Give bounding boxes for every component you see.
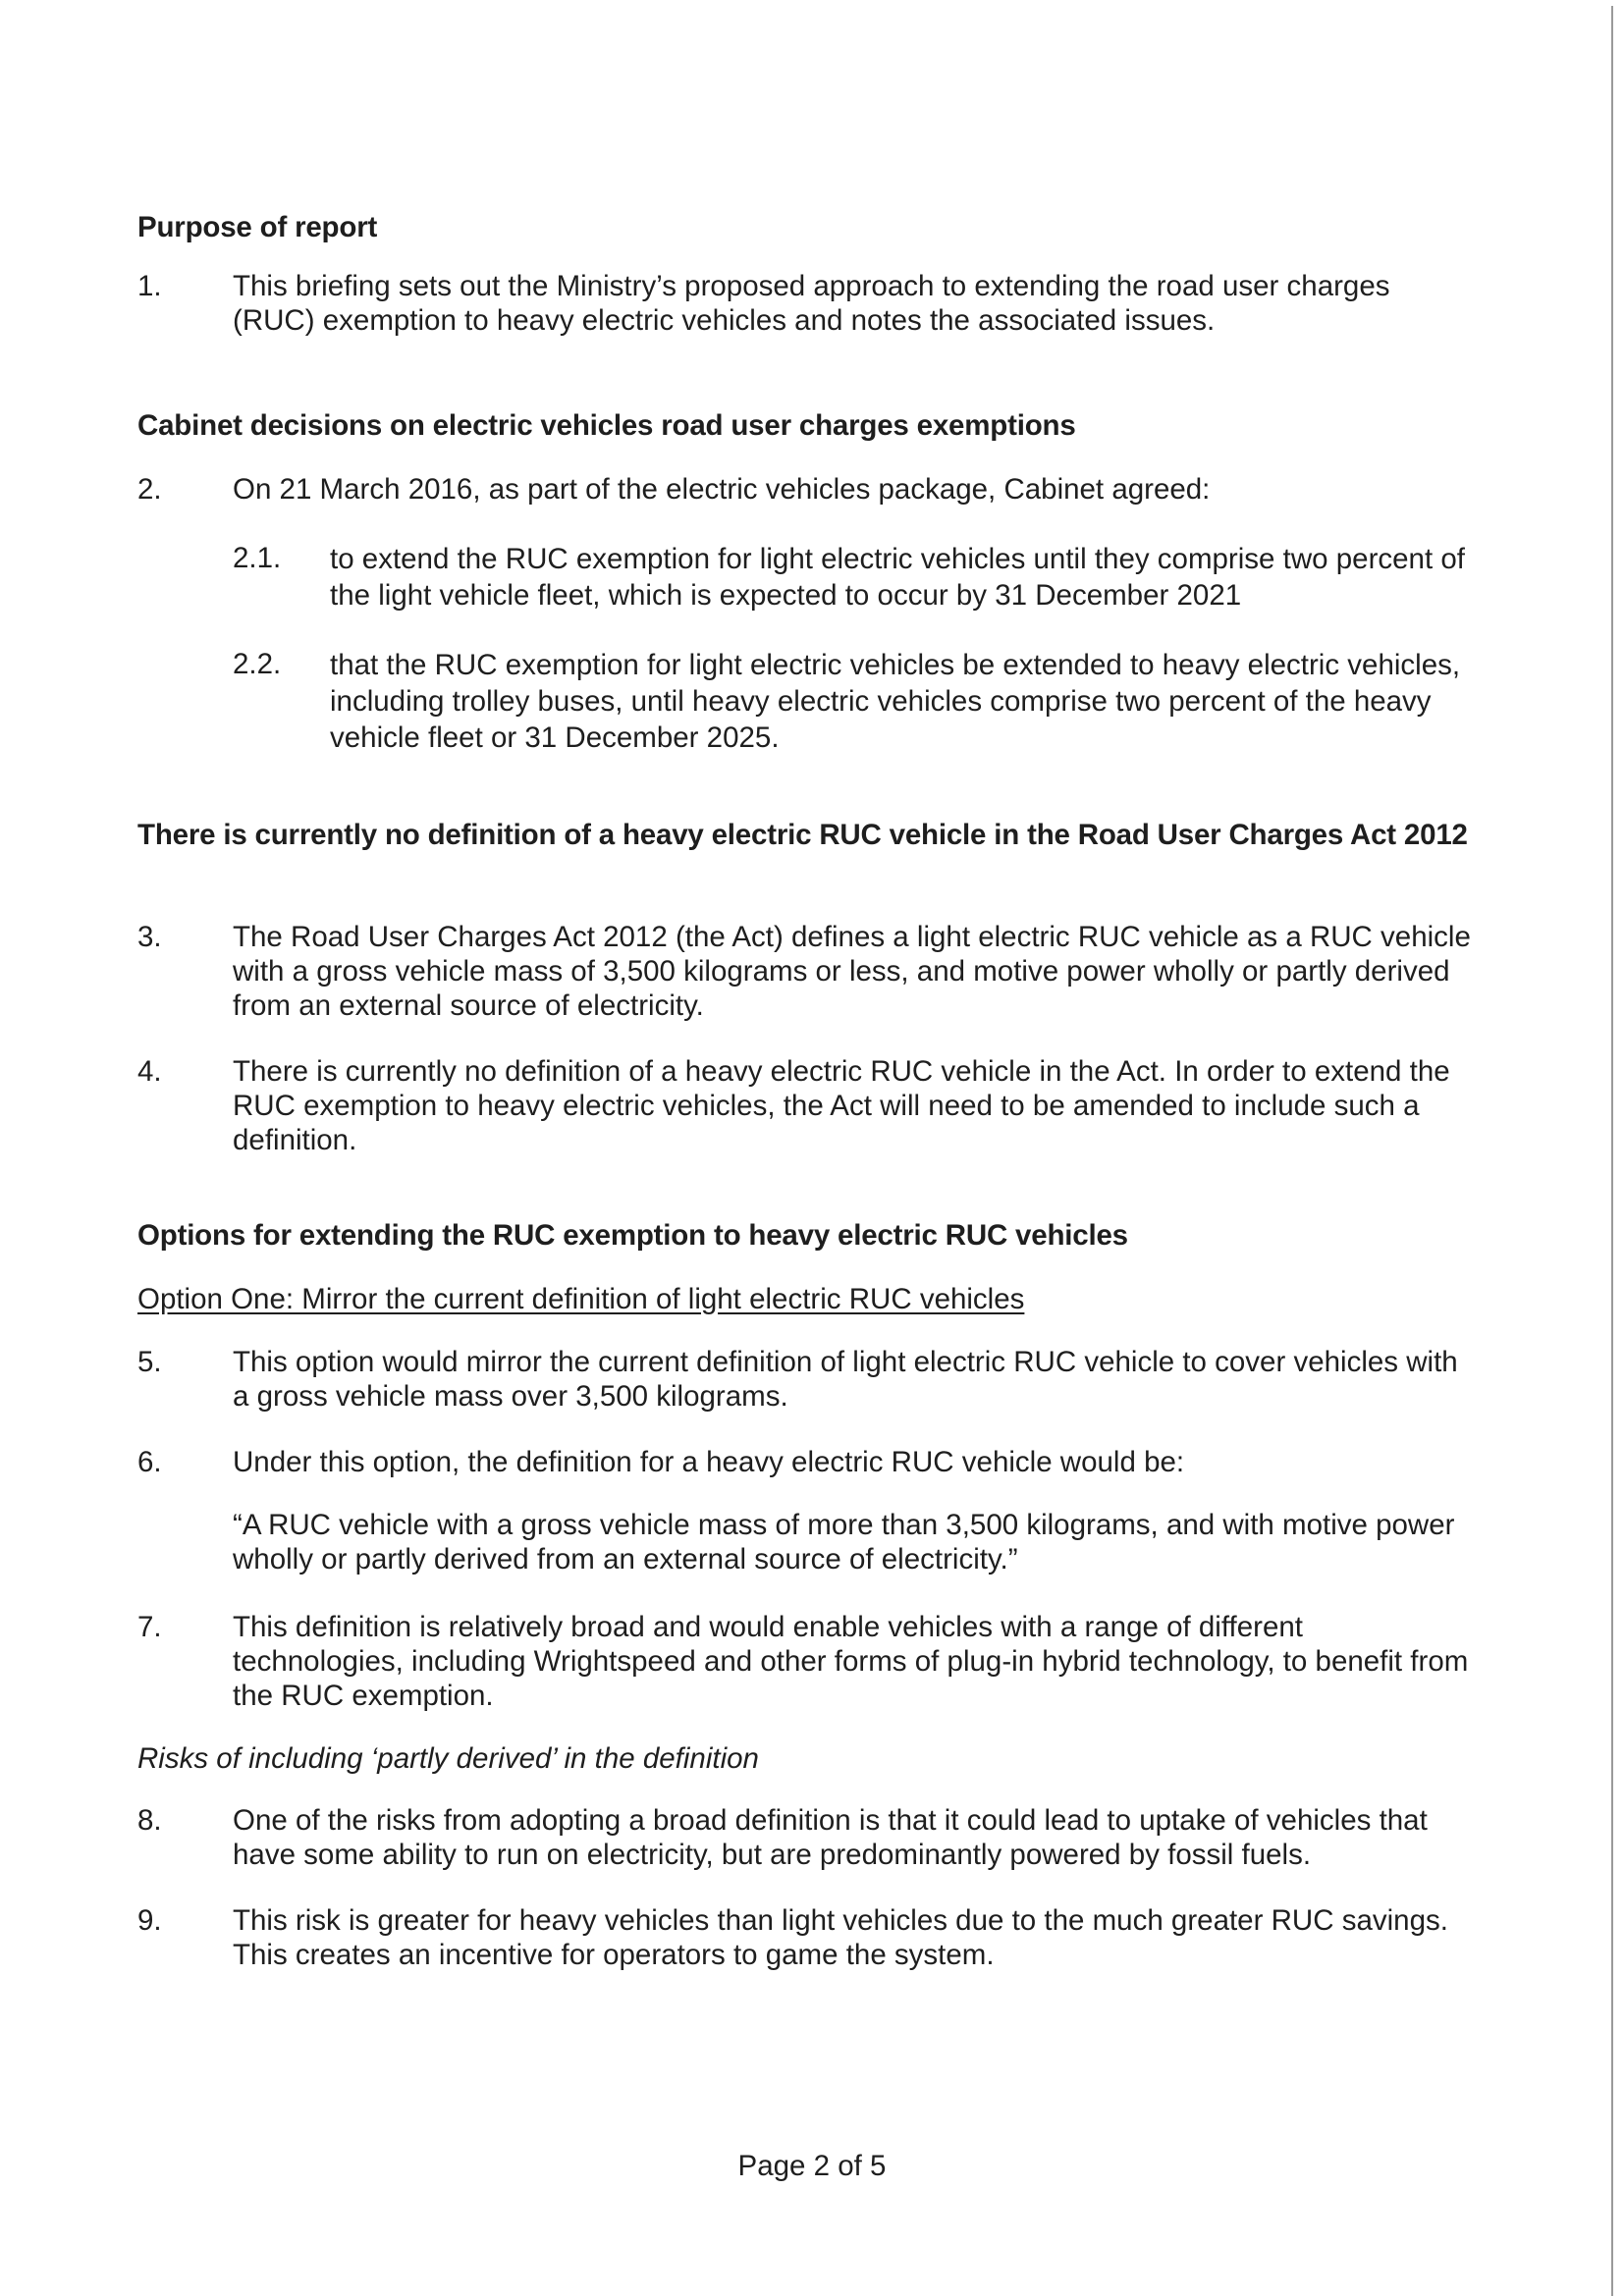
- paragraph-3: [137, 920, 1473, 1023]
- paragraph-text: This briefing sets out the Ministry’s proposed approach to extending the road user charges (RUC) exemption to heavy electric vehicles and notes the associated issues.: [233, 270, 1390, 337]
- paragraph-2: [137, 472, 1473, 507]
- page-edge-line: [1611, 6, 1613, 2296]
- paragraph-number: 5.: [137, 1346, 162, 1378]
- paragraph-text: This risk is greater for heavy vehicles than light vehicles due to the much greater RUC savings. This creates an incentive for operators to game the system.: [233, 1904, 1448, 1971]
- heading-options: Options for extending the RUC exemption to heavy electric RUC vehicles: [137, 1219, 1128, 1252]
- subparagraph-number: 2.2.: [233, 648, 282, 680]
- paragraph-number: 2.: [137, 473, 162, 506]
- paragraph-4: [137, 1054, 1473, 1157]
- paragraph-text: On 21 March 2016, as part of the electric vehicles package, Cabinet agreed:: [233, 473, 1211, 506]
- paragraph-number: 4.: [137, 1055, 162, 1088]
- paragraph-number: 7.: [137, 1611, 162, 1643]
- paragraph-number: 1.: [137, 270, 162, 302]
- subparagraph-text: to extend the RUC exemption for light electric vehicles until they comprise two percent of the light vehicle fleet, which is expected to occur by 31 December 2021: [330, 543, 1465, 612]
- paragraph-6: [137, 1445, 1473, 1479]
- subparagraph-number: 2.1.: [233, 542, 282, 574]
- paragraph-text: One of the risks from adopting a broad definition is that it could lead to uptake of vehicles that have some ability to run on electricity, but are predominantly powered by fossil fuels.: [233, 1804, 1428, 1871]
- paragraph-1: [137, 269, 1473, 338]
- subparagraph-2-2: [137, 647, 1473, 756]
- paragraph-9: [137, 1903, 1473, 1972]
- heading-cabinet-decisions: Cabinet decisions on electric vehicles road user charges exemptions: [137, 409, 1076, 442]
- paragraph-number: 6.: [137, 1446, 162, 1478]
- subparagraph-text: that the RUC exemption for light electric vehicles be extended to heavy electric vehicles, including trolley buses, until heavy electric vehicles comprise two percent of the heavy vehicle fleet or 31 December 2025.: [330, 649, 1461, 754]
- paragraph-8: [137, 1803, 1473, 1872]
- quote-text: “A RUC vehicle with a gross vehicle mass of more than 3,500 kilograms, and with motive power wholly or partly derived from an external source of electricity.”: [233, 1509, 1455, 1575]
- subheading-option-one: Option One: Mirror the current definition of light electric RUC vehicles: [137, 1283, 1025, 1315]
- page-number-footer: Page 2 of 5: [737, 2150, 887, 2182]
- paragraph-text: This definition is relatively broad and would enable vehicles with a range of different technologies, including Wrightspeed and other forms of plug-in hybrid technology, to benefit from the RUC exemption.: [233, 1611, 1469, 1712]
- paragraph-text: The Road User Charges Act 2012 (the Act) defines a light electric RUC vehicle as a RUC vehicle with a gross vehicle mass of 3,500 kilograms or less, and motive power wholly or partly derived from an external source of electricity.: [233, 921, 1471, 1022]
- subheading-risks: Risks of including ‘partly derived’ in the definition: [137, 1742, 759, 1775]
- paragraph-5: [137, 1345, 1473, 1414]
- paragraph-text: Under this option, the definition for a heavy electric RUC vehicle would be:: [233, 1446, 1185, 1478]
- paragraph-number: 9.: [137, 1904, 162, 1937]
- definition-quote: [137, 1508, 1473, 1576]
- paragraph-7: [137, 1610, 1473, 1713]
- subparagraph-2-1: [137, 541, 1473, 614]
- heading-no-definition: There is currently no definition of a heavy electric RUC vehicle in the Road User Charges Act 2012: [137, 819, 1468, 851]
- paragraph-text: There is currently no definition of a heavy electric RUC vehicle in the Act. In order to extend the RUC exemption to heavy electric vehicles, the Act will need to be amended to include such a definition.: [233, 1055, 1450, 1156]
- heading-purpose: Purpose of report: [137, 211, 378, 243]
- paragraph-number: 8.: [137, 1804, 162, 1837]
- paragraph-number: 3.: [137, 921, 162, 953]
- paragraph-text: This option would mirror the current definition of light electric RUC vehicle to cover vehicles with a gross vehicle mass over 3,500 kilograms.: [233, 1346, 1458, 1413]
